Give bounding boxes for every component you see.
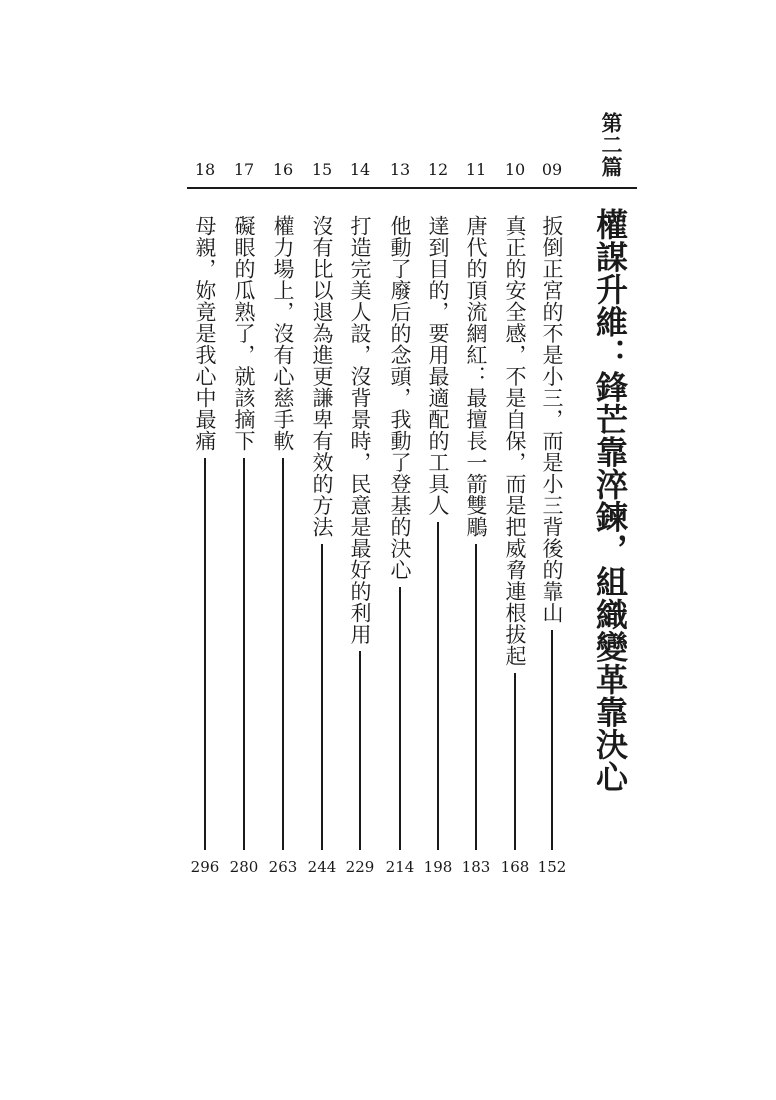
- chapter-title: 礙眼的瓜熟了，就該摘下: [232, 215, 256, 452]
- page-number: 183: [461, 858, 491, 876]
- chapter-title: 打造完美人設，沒背景時，民意是最好的利用: [348, 215, 372, 645]
- page-number: 263: [268, 858, 298, 876]
- chapter-number: 10: [504, 160, 526, 179]
- chapter-title: 唐代的頂流網紅：最擅長一箭雙鵰: [464, 215, 488, 538]
- leader-line: [321, 544, 323, 851]
- page-number: 214: [385, 858, 415, 876]
- chapter-number: 15: [311, 160, 333, 179]
- page-number: 296: [190, 858, 220, 876]
- page-number: 244: [307, 858, 337, 876]
- leader-line: [204, 458, 206, 851]
- part-title: 權謀升維：鋒芒靠淬鍊，組織變革靠決心: [591, 208, 629, 793]
- page-number: 168: [500, 858, 530, 876]
- chapter-number: 09: [541, 160, 563, 179]
- chapter-number: 11: [465, 160, 487, 179]
- leader-line: [475, 544, 477, 851]
- chapter-number: 17: [233, 160, 255, 179]
- chapter-number: 13: [389, 160, 411, 179]
- page-number: 198: [423, 858, 453, 876]
- chapter-number: 18: [194, 160, 216, 179]
- page-number: 152: [537, 858, 567, 876]
- leader-line: [399, 587, 401, 851]
- page-number: 280: [229, 858, 259, 876]
- chapter-title: 他動了廢后的念頭，我動了登基的決心: [388, 215, 412, 581]
- chapter-title: 真正的安全感，不是自保，而是把威脅連根拔起: [503, 215, 527, 667]
- header-rule: [187, 187, 637, 189]
- leader-line: [282, 458, 284, 851]
- leader-line: [359, 651, 361, 850]
- page-number: 229: [345, 858, 375, 876]
- chapter-title: 沒有比以退為進更謙卑有效的方法: [310, 215, 334, 538]
- chapter-title: 扳倒正宮的不是小三，而是小三背後的靠山: [540, 215, 564, 624]
- chapter-title: 權力場上，沒有心慈手軟: [271, 215, 295, 452]
- chapter-title: 達到目的，要用最適配的工具人: [426, 215, 450, 516]
- chapter-number: 14: [349, 160, 371, 179]
- leader-line: [437, 522, 439, 850]
- chapter-number: 16: [272, 160, 294, 179]
- chapter-title: 母親，妳竟是我心中最痛: [193, 215, 217, 452]
- leader-line: [551, 630, 553, 851]
- chapter-number: 12: [427, 160, 449, 179]
- part-label: 第二篇: [599, 112, 623, 178]
- leader-line: [514, 673, 516, 851]
- leader-line: [243, 458, 245, 851]
